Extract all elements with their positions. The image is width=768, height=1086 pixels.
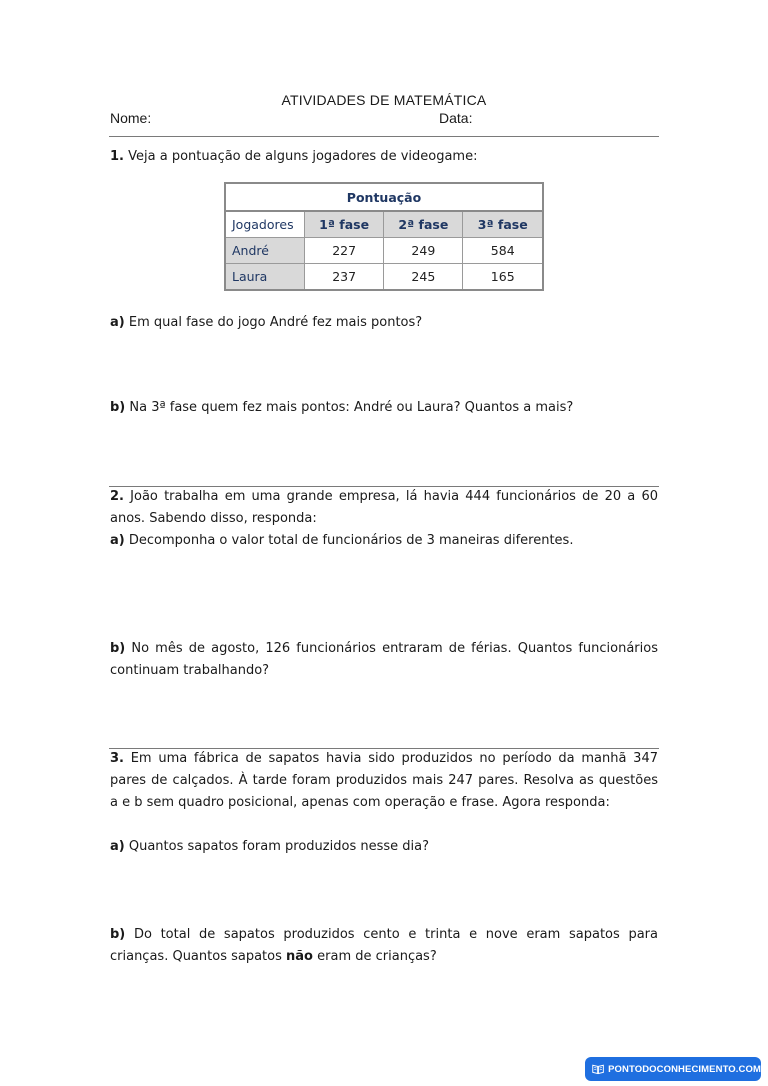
q3-a-label: a) bbox=[110, 839, 125, 854]
table-row bbox=[225, 238, 543, 264]
table-column-header: 2ª fase bbox=[384, 211, 463, 238]
book-icon bbox=[592, 1062, 604, 1076]
q3-text: Em uma fábrica de sapatos havia sido produzidos no período da manhã 347 pares de calçados. À tarde foram produzidos mais 247 pares. Resolva as questões a e b sem quadro posicional, apenas com operação e frase. Agora responda: bbox=[110, 751, 658, 810]
q2-a-text: Decomponha o valor total de funcionários de 3 maneiras diferentes. bbox=[128, 533, 574, 548]
q2-number: 2. bbox=[110, 489, 124, 504]
q2-statement bbox=[110, 486, 658, 530]
logo-text: PONTODOCONHECIMENTO.COM bbox=[608, 1063, 761, 1075]
q2-text: João trabalha em uma grande empresa, lá havia 444 funcionários de 20 a 60 anos. Sabendo disso, responda: bbox=[110, 489, 658, 526]
q3-b-label: b) bbox=[110, 927, 126, 942]
q1-item-a bbox=[110, 312, 658, 334]
table-title: Pontuação bbox=[225, 183, 543, 211]
table-player-name: Laura bbox=[225, 264, 305, 291]
q3-number: 3. bbox=[110, 751, 124, 766]
q2-a-label: a) bbox=[110, 533, 125, 548]
page-title: ATIVIDADES DE MATEMÁTICA bbox=[281, 92, 487, 108]
q2-item-b bbox=[110, 638, 658, 682]
table-player-name: André bbox=[225, 238, 305, 264]
q1-a-label: a) bbox=[110, 315, 125, 330]
table-column-header: 1ª fase bbox=[305, 211, 384, 238]
q3-b-text-1: Do total de sapatos produzidos cento e trinta e nove eram sapatos para crianças. Quantos sapatos bbox=[110, 927, 658, 964]
q1-text: Veja a pontuação de alguns jogadores de videogame: bbox=[128, 149, 478, 164]
table-cell: 237 bbox=[305, 264, 384, 291]
table-row-header: Jogadores bbox=[225, 211, 305, 238]
table-cell: 584 bbox=[463, 238, 543, 264]
header-divider bbox=[109, 136, 659, 137]
q3-item-a bbox=[110, 836, 658, 858]
table-cell: 245 bbox=[384, 264, 463, 291]
score-table bbox=[224, 182, 544, 291]
site-logo[interactable] bbox=[585, 1057, 761, 1081]
table-row bbox=[225, 264, 543, 291]
table-cell: 227 bbox=[305, 238, 384, 264]
q1-number: 1. bbox=[110, 149, 124, 164]
q1-statement bbox=[110, 146, 658, 168]
q1-a-text: Em qual fase do jogo André fez mais pontos? bbox=[128, 315, 423, 330]
q2-item-a bbox=[110, 530, 658, 552]
q1-b-label: b) bbox=[110, 400, 126, 415]
q2-b-text: No mês de agosto, 126 funcionários entraram de férias. Quantos funcionários continuam trabalhando? bbox=[110, 641, 658, 678]
q1-item-b bbox=[110, 397, 658, 419]
name-label: Nome: bbox=[110, 110, 152, 126]
q3-b-bold: não bbox=[286, 949, 313, 964]
q3-a-text: Quantos sapatos foram produzidos nesse dia? bbox=[128, 839, 429, 854]
q2-b-label: b) bbox=[110, 641, 126, 656]
table-cell: 249 bbox=[384, 238, 463, 264]
table-cell: 165 bbox=[463, 264, 543, 291]
q3-b-text-2: eram de crianças? bbox=[317, 949, 437, 964]
date-label: Data: bbox=[439, 110, 473, 126]
q3-item-b bbox=[110, 924, 658, 968]
q1-b-text: Na 3ª fase quem fez mais pontos: André ou Laura? Quantos a mais? bbox=[129, 400, 574, 415]
q3-statement bbox=[110, 748, 658, 814]
table-column-header: 3ª fase bbox=[463, 211, 543, 238]
